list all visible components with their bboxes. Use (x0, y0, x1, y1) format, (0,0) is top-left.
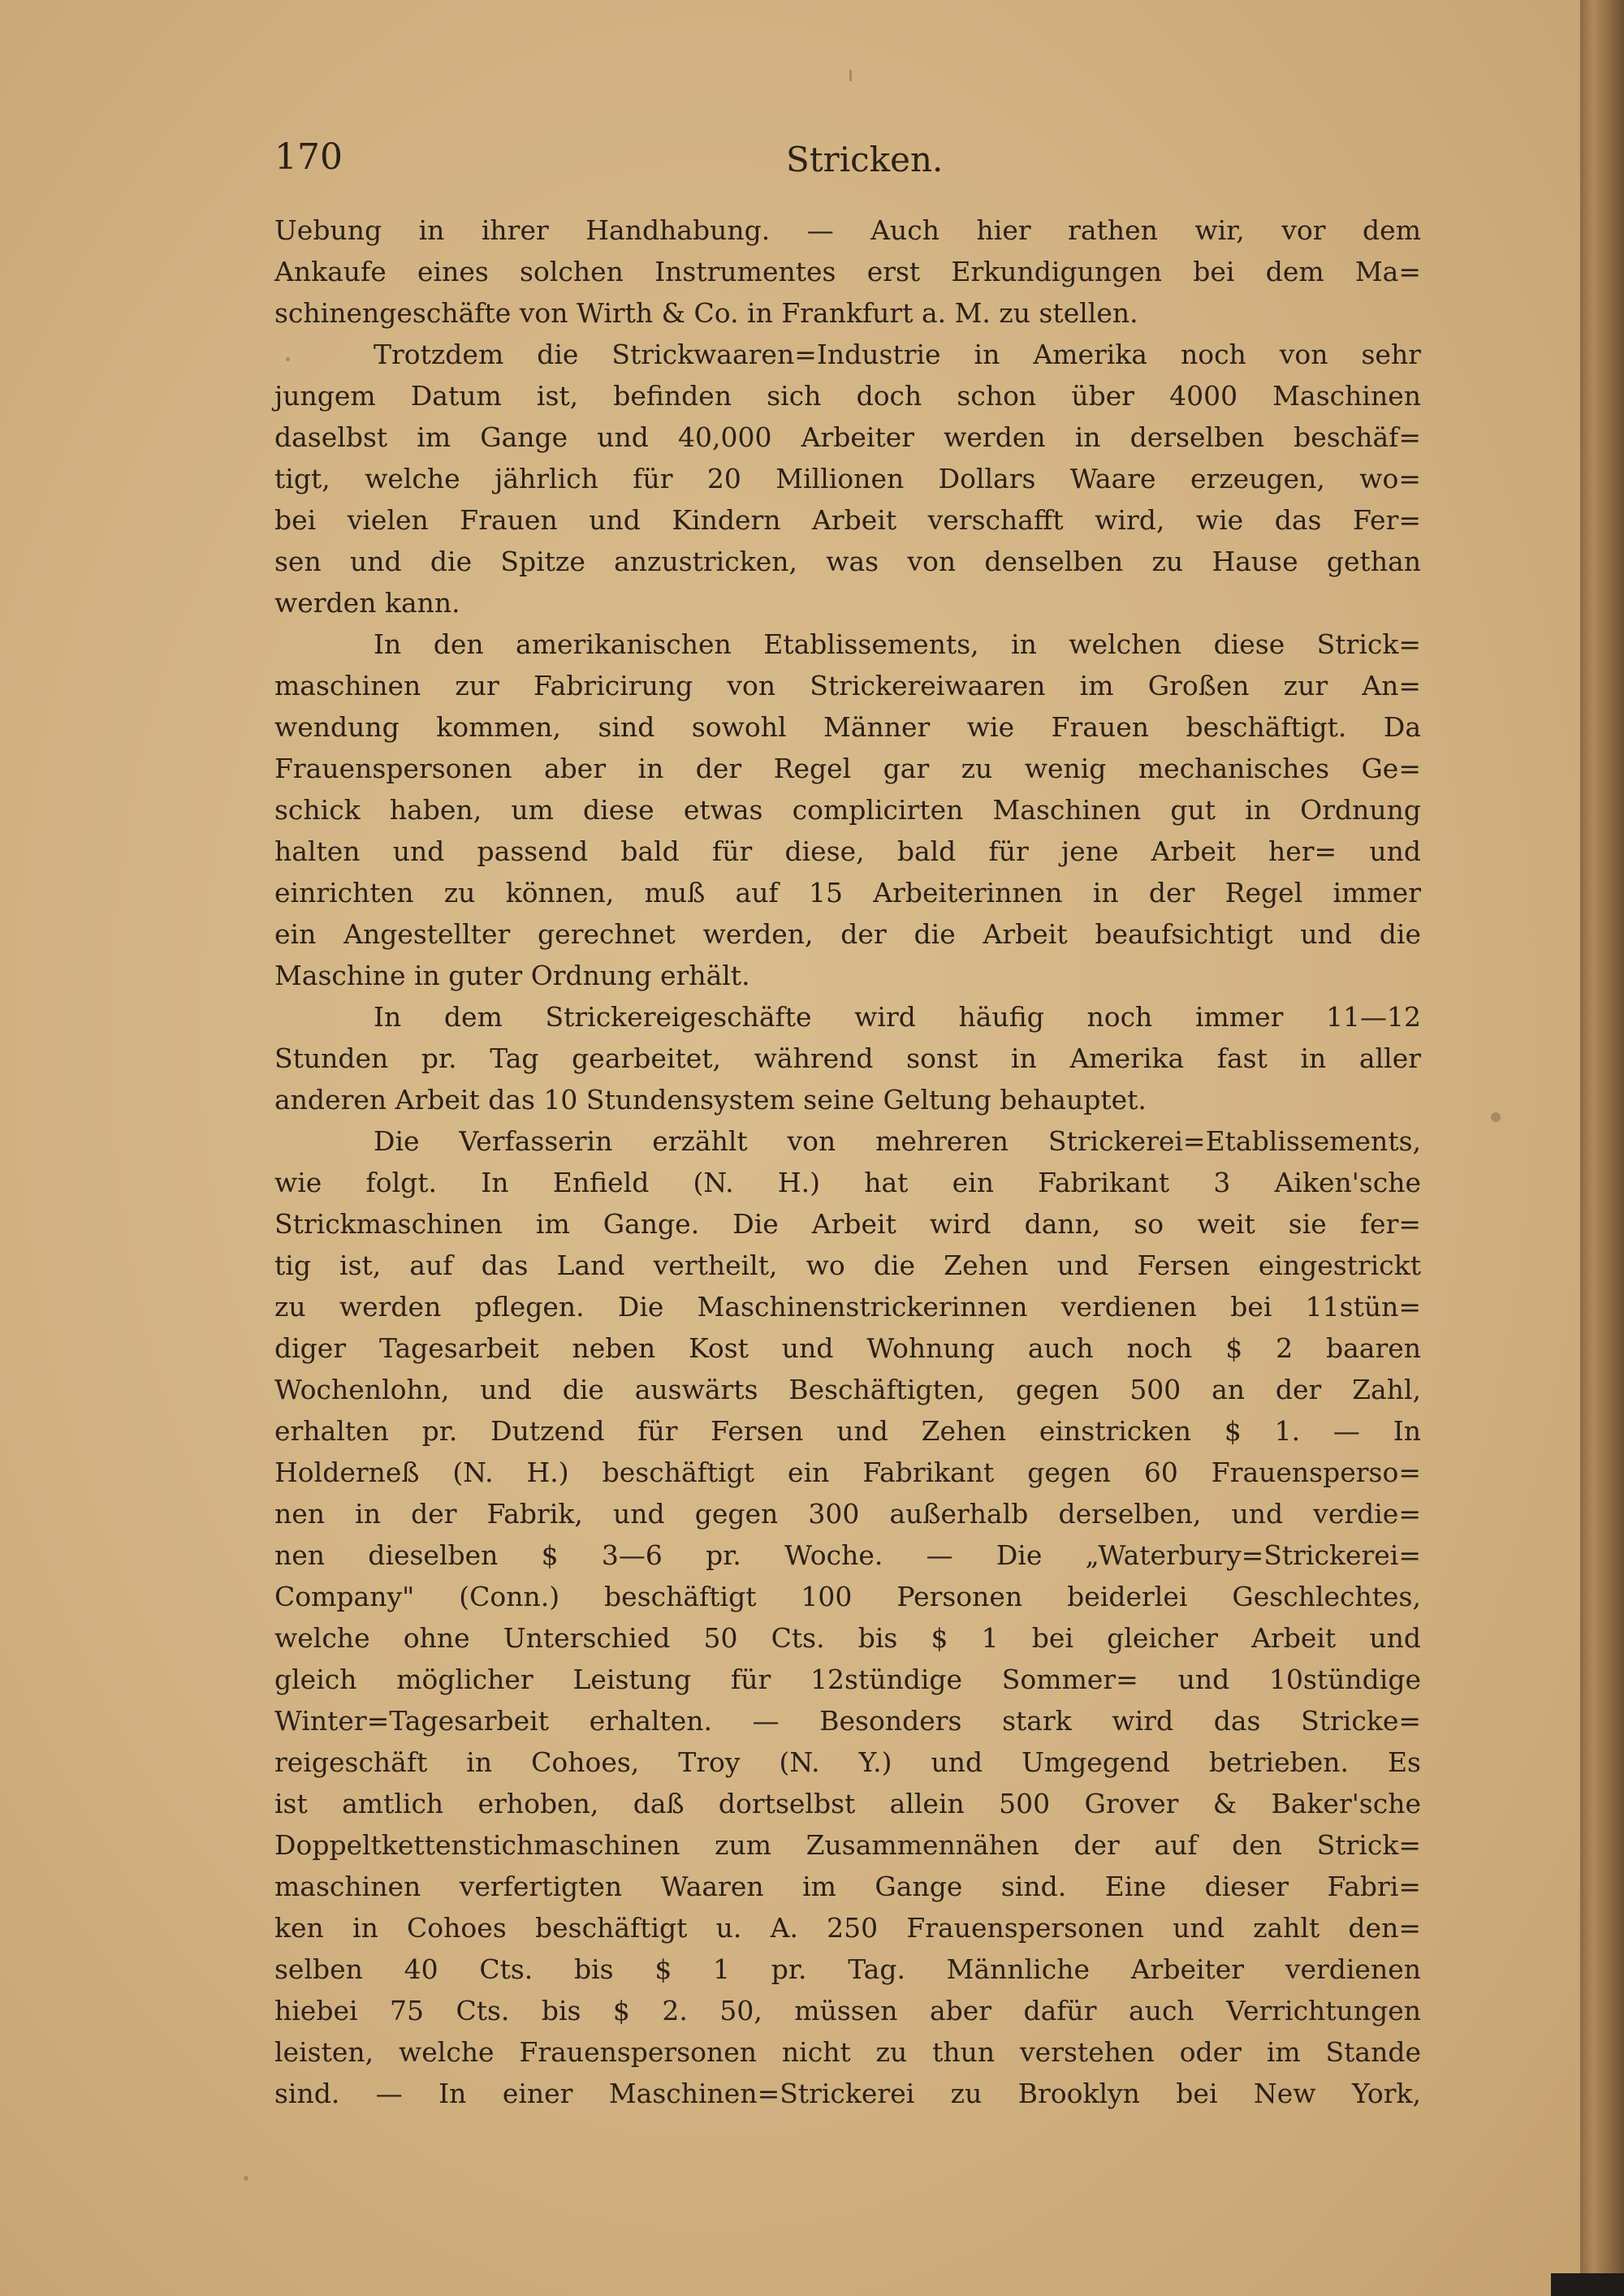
text-line: nen in der Fabrik, und gegen 300 außerhalb derselben, und verdie= (274, 1498, 1421, 1530)
text-line: jungem Datum ist, befinden sich doch schon über 4000 Maschinen (274, 380, 1421, 412)
text-line: leisten, welche Frauenspersonen nicht zu thun verstehen oder im Stande (274, 2036, 1421, 2068)
page-corner-shadow (1551, 2273, 1624, 2296)
text-line: werden kann. (274, 587, 460, 619)
running-head: Stricken. (786, 140, 944, 179)
text-line: wie folgt. In Enfield (N. H.) hat ein Fabrikant 3 Aiken'sche (274, 1167, 1421, 1198)
text-line: In dem Strickereigeschäfte wird häufig noch immer 11—12 (374, 1001, 1421, 1033)
text-line: sind. — In einer Maschinen=Strickerei zu Brooklyn bei New York, (274, 2078, 1421, 2109)
text-line: gleich möglicher Leistung für 12stündige Sommer= und 10stündige (274, 1664, 1421, 1695)
paper-speck (244, 2176, 248, 2181)
text-line: erhalten pr. Dutzend für Fersen und Zehen einstricken $ 1. — In (274, 1415, 1421, 1447)
text-line: Trotzdem die Strickwaaren=Industrie in Amerika noch von sehr (374, 339, 1421, 370)
text-line: Strickmaschinen im Gange. Die Arbeit wird dann, so weit sie fer= (274, 1208, 1421, 1240)
text-line: ist amtlich erhoben, daß dortselbst allein 500 Grover & Baker'sche (274, 1788, 1421, 1819)
text-line: anderen Arbeit das 10 Stundensystem seine Geltung behauptet. (274, 1084, 1147, 1116)
text-line: reigeschäft in Cohoes, Troy (N. Y.) und Umgegend betrieben. Es (274, 1746, 1421, 1778)
text-line: Frauenspersonen aber in der Regel gar zu wenig mechanisches Ge= (274, 753, 1421, 784)
book-gutter (1580, 0, 1624, 2296)
text-line: Winter=Tagesarbeit erhalten. — Besonders stark wird das Stricke= (274, 1705, 1421, 1737)
text-line: Ankaufe eines solchen Instrumentes erst Erkundigungen bei dem Ma= (274, 256, 1421, 287)
text-line: wendung kommen, sind sowohl Männer wie Frauen beschäftigt. Da (274, 711, 1421, 743)
text-line: bei vielen Frauen und Kindern Arbeit verschafft wird, wie das Fer= (274, 504, 1421, 536)
page-header (274, 136, 1421, 193)
text-line: Uebung in ihrer Handhabung. — Auch hier rathen wir, vor dem (274, 214, 1421, 246)
text-line: welche ohne Unterschied 50 Cts. bis $ 1 bei gleicher Arbeit und (274, 1622, 1421, 1654)
page-number: 170 (274, 136, 343, 178)
text-line: In den amerikanischen Etablissements, in welchen diese Strick= (374, 628, 1421, 660)
text-line: schick haben, um diese etwas complicirten Maschinen gut in Ordnung (274, 794, 1421, 826)
text-line: diger Tagesarbeit neben Kost und Wohnung auch noch $ 2 baaren (274, 1332, 1421, 1364)
paper-speck (1491, 1112, 1501, 1122)
text-line: halten und passend bald für diese, bald für jene Arbeit her= und (274, 835, 1421, 867)
text-line: Holderneß (N. H.) beschäftigt ein Fabrikant gegen 60 Frauensperso= (274, 1457, 1421, 1488)
body-text (274, 209, 1421, 2114)
text-line: sen und die Spitze anzustricken, was von denselben zu Hause gethan (274, 546, 1421, 577)
text-line: Die Verfasserin erzählt von mehreren Strickerei=Etablissements, (374, 1125, 1421, 1157)
text-line: tig ist, auf das Land vertheilt, wo die Zehen und Fersen eingestrickt (274, 1249, 1421, 1281)
text-line: Doppeltkettenstichmaschinen zum Zusammennähen der auf den Strick= (274, 1829, 1421, 1861)
text-line: Company" (Conn.) beschäftigt 100 Personen beiderlei Geschlechtes, (274, 1581, 1421, 1612)
text-line: Wochenlohn, und die auswärts Beschäftigten, gegen 500 an der Zahl, (274, 1374, 1421, 1405)
text-line: tigt, welche jährlich für 20 Millionen Dollars Waare erzeugen, wo= (274, 463, 1421, 494)
paper-speck (849, 70, 852, 81)
text-line: zu werden pflegen. Die Maschinenstrickerinnen verdienen bei 11stün= (274, 1291, 1421, 1323)
text-line: ein Angestellter gerechnet werden, der die Arbeit beaufsichtigt und die (274, 918, 1421, 950)
text-line: daselbst im Gange und 40,000 Arbeiter werden in derselben beschäf= (274, 421, 1421, 453)
text-line: maschinen verfertigten Waaren im Gange sind. Eine dieser Fabri= (274, 1871, 1421, 1902)
text-line: schinengeschäfte von Wirth & Co. in Frankfurt a. M. zu stellen. (274, 297, 1138, 329)
text-line: Stunden pr. Tag gearbeitet, während sonst in Amerika fast in aller (274, 1042, 1421, 1074)
text-line: hiebei 75 Cts. bis $ 2. 50, müssen aber dafür auch Verrichtungen (274, 1995, 1421, 2026)
text-line: ken in Cohoes beschäftigt u. A. 250 Frauenspersonen und zahlt den= (274, 1912, 1421, 1944)
text-line: maschinen zur Fabricirung von Strickereiwaaren im Großen zur An= (274, 670, 1421, 701)
text-line: einrichten zu können, muß auf 15 Arbeiterinnen in der Regel immer (274, 877, 1421, 908)
text-line: selben 40 Cts. bis $ 1 pr. Tag. Männliche Arbeiter verdienen (274, 1953, 1421, 1985)
text-line: nen dieselben $ 3—6 pr. Woche. — Die „Waterbury=Strickerei= (274, 1539, 1421, 1571)
text-line: Maschine in guter Ordnung erhält. (274, 960, 750, 991)
